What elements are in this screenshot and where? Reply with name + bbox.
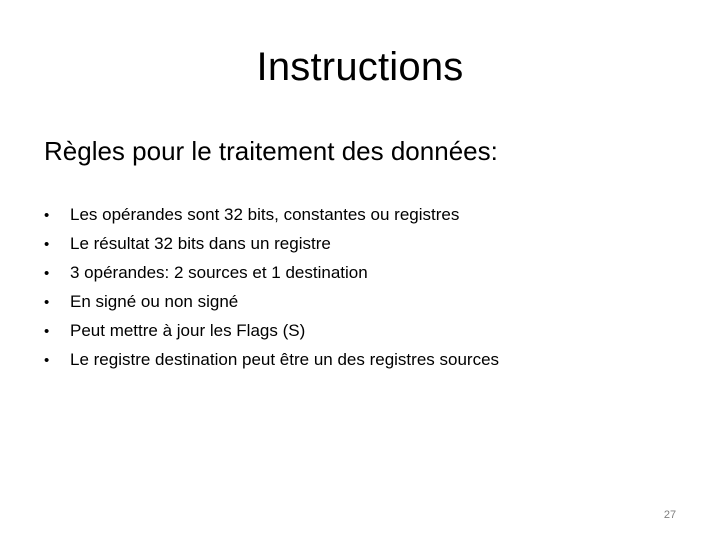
list-item [44, 258, 684, 287]
bullet-icon: • [44, 294, 50, 311]
bullet-icon: • [44, 352, 50, 369]
list-item-text: Le résultat 32 bits dans un registre [70, 234, 331, 253]
bullet-icon: • [44, 207, 50, 224]
slide-subtitle: Règles pour le traitement des données: [44, 136, 498, 166]
list-item [44, 316, 684, 345]
bullet-icon: • [44, 323, 50, 340]
list-item [44, 287, 684, 316]
bullet-list [44, 200, 684, 374]
list-item [44, 200, 684, 229]
bullet-icon: • [44, 236, 50, 253]
list-item-text: En signé ou non signé [70, 292, 239, 311]
list-item-text: 3 opérandes: 2 sources et 1 destination [70, 263, 368, 282]
slide-title: Instructions [256, 45, 464, 89]
list-item [44, 229, 684, 258]
list-item-text: Peut mettre à jour les Flags (S) [70, 321, 306, 340]
bullet-icon: • [44, 265, 50, 282]
list-item-text: Le registre destination peut être un des registres sources [70, 350, 500, 369]
list-item-text: Les opérandes sont 32 bits, constantes ou registres [70, 205, 460, 224]
list-item [44, 345, 684, 374]
page-number: 27 [663, 509, 677, 521]
